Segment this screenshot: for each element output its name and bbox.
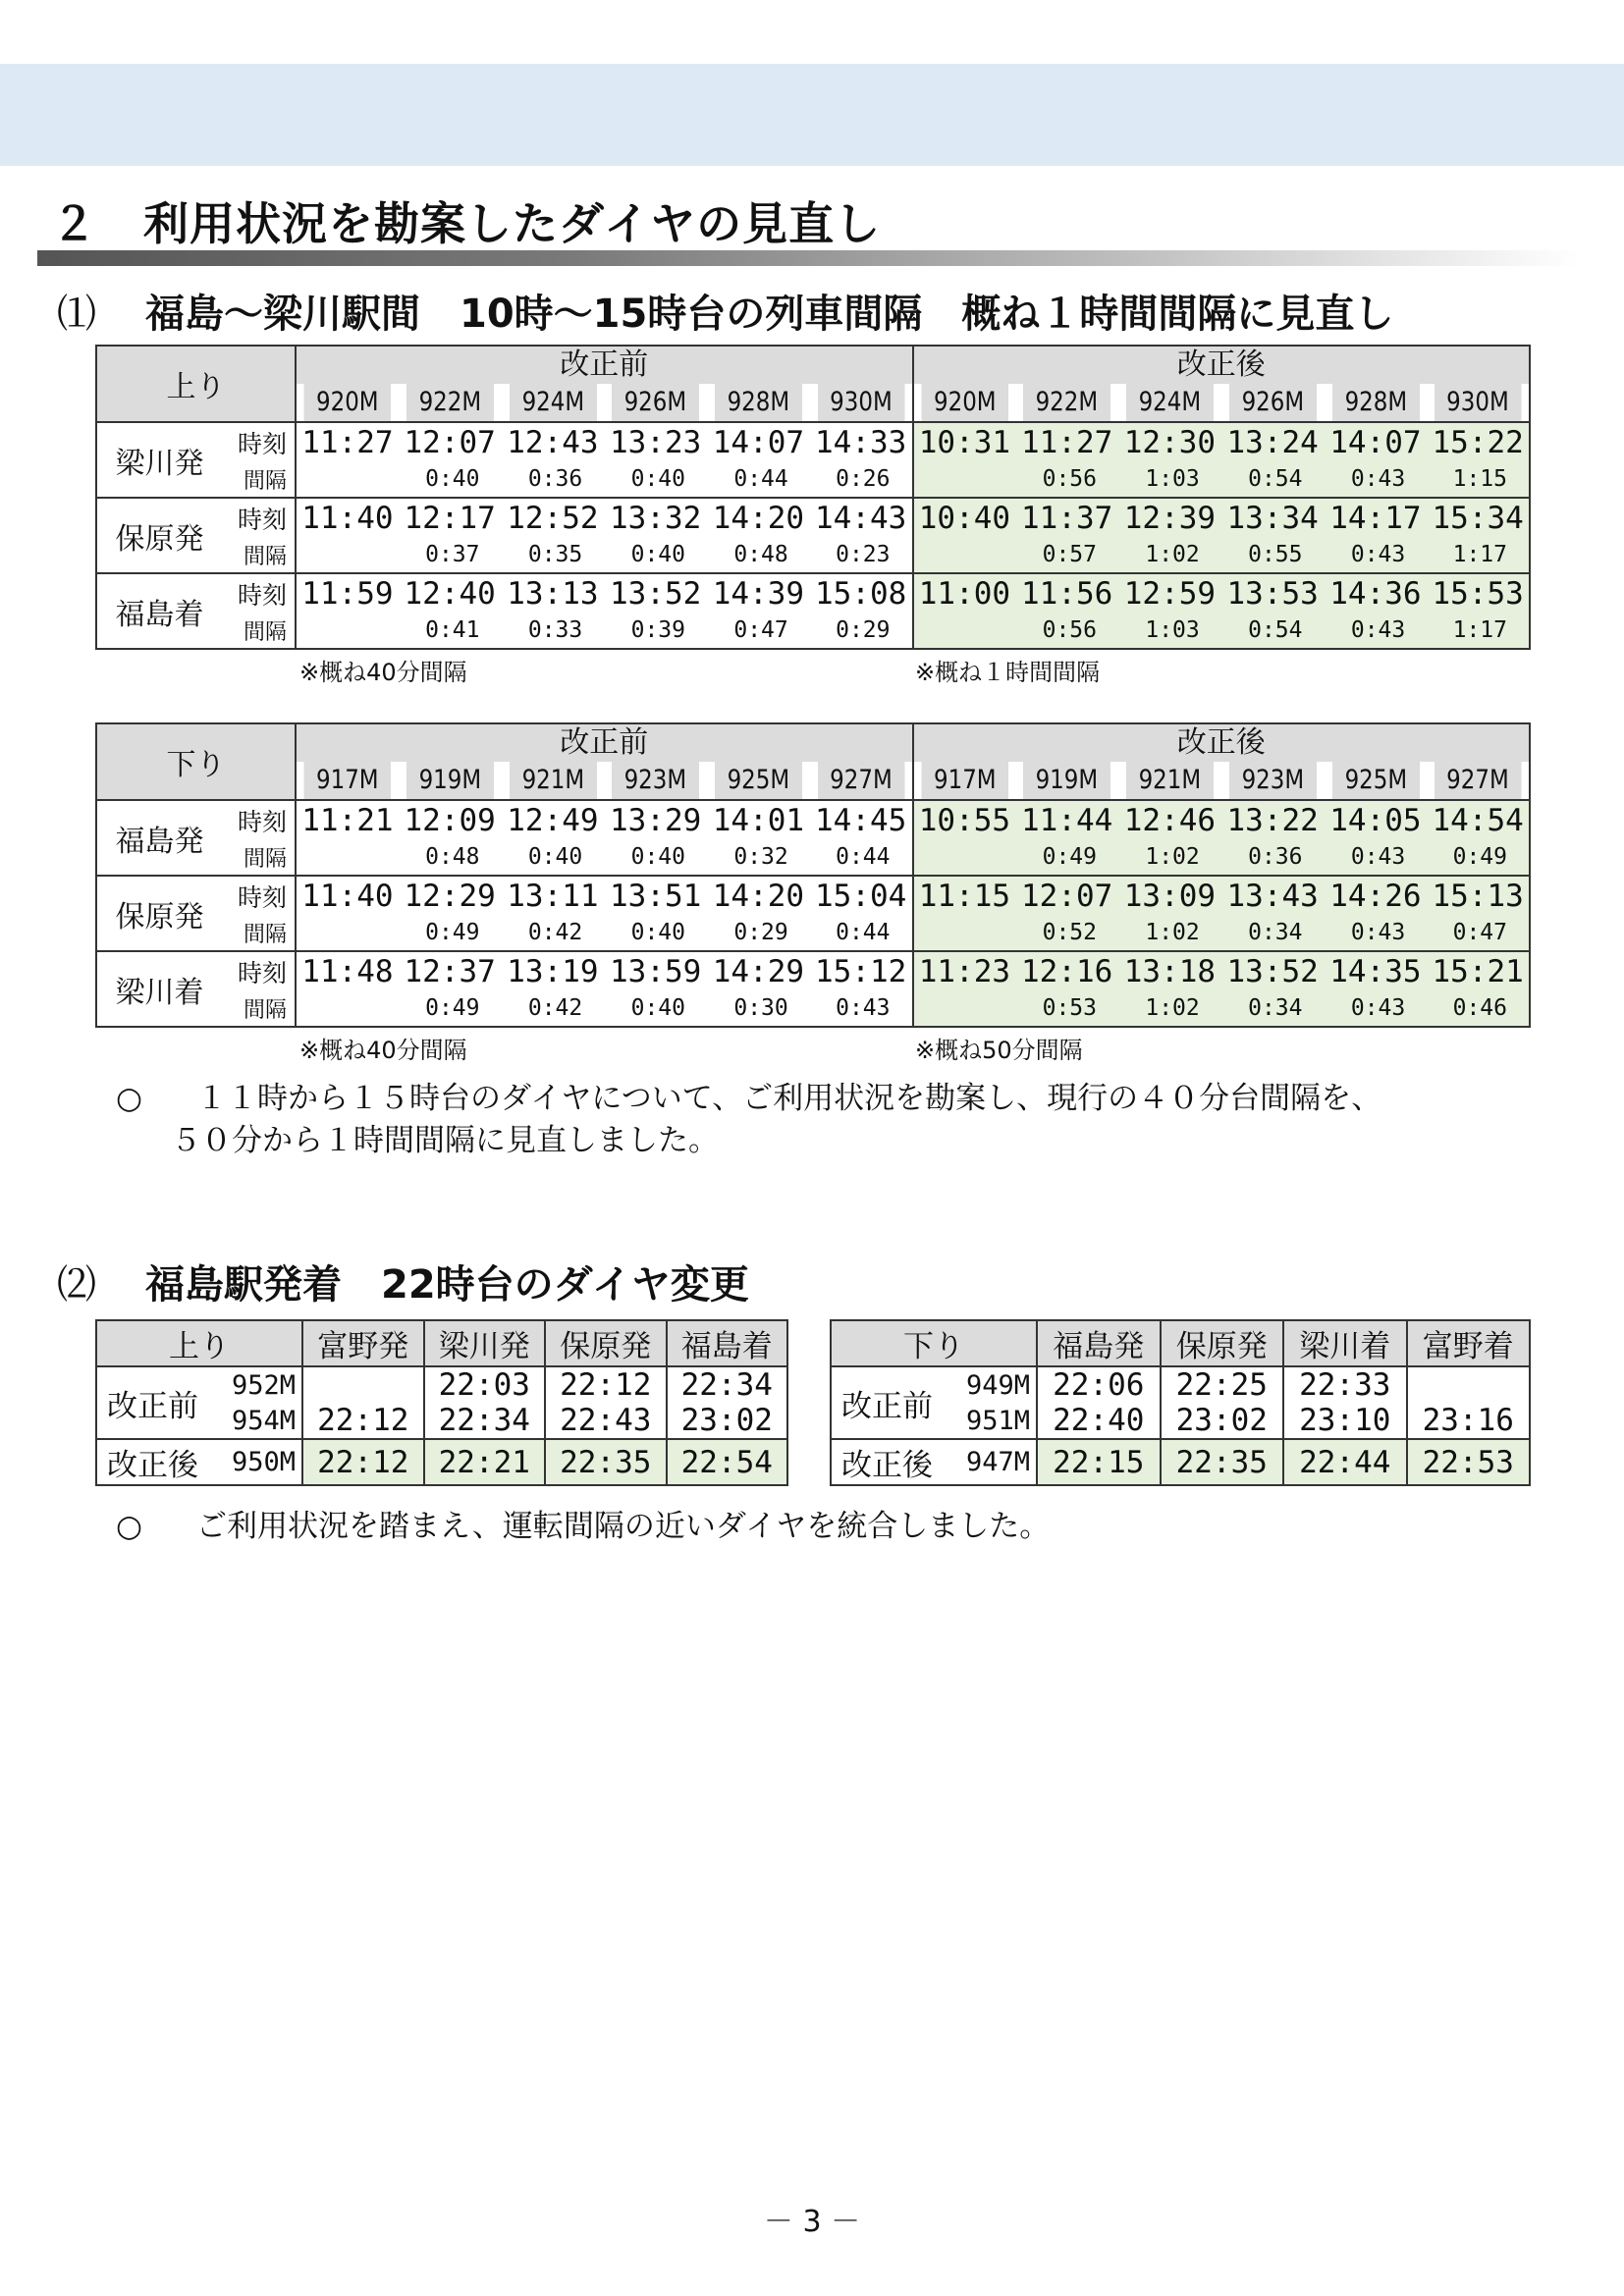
train-number-header: 930M (1435, 384, 1522, 422)
interval-cell: 0:49 (1427, 839, 1530, 876)
time-cell: 10:40 (913, 498, 1016, 537)
train-number-header: 925M (715, 762, 802, 800)
subsection-1-title (57, 283, 1393, 339)
time-cell: 14:05 (1325, 800, 1428, 839)
time-cell: 11:27 (296, 422, 399, 461)
time-cell: 15:08 (810, 573, 913, 613)
train-number-header: 919M (1023, 762, 1110, 800)
time-cell: 23:02 (667, 1403, 788, 1439)
time-cell: 22:35 (1161, 1439, 1284, 1485)
time-cell: 14:54 (1427, 800, 1530, 839)
time-cell: 13:24 (1221, 422, 1325, 461)
interval-cell: 0:57 (1015, 537, 1118, 573)
interval-cell: 0:43 (1325, 839, 1428, 876)
interval-cell: 0:44 (707, 461, 810, 498)
interval-cell: 0:43 (1325, 613, 1428, 649)
interval-cell: 0:49 (1015, 839, 1118, 876)
time-cell: 22:43 (545, 1403, 667, 1439)
station-label: 保原発 (96, 498, 222, 573)
station-label: 保原発 (96, 876, 222, 951)
time-cell: 14:07 (707, 422, 810, 461)
time-cell: 12:40 (399, 573, 502, 613)
interval-cell: 0:30 (707, 990, 810, 1027)
train-number-header: 917M (920, 762, 1007, 800)
train-number: 952M (206, 1366, 302, 1403)
interval-cell (296, 537, 399, 573)
interval-cell: 1:17 (1427, 613, 1530, 649)
interval-cell: 0:46 (1427, 990, 1530, 1027)
train-number-header: 926M (612, 384, 699, 422)
time-cell: 14:26 (1325, 876, 1428, 915)
interval-cell (913, 839, 1016, 876)
time-cell: 13:19 (502, 951, 605, 990)
interval-cell (296, 461, 399, 498)
time-cell: 22:12 (302, 1439, 424, 1485)
interval-cell: 0:32 (707, 839, 810, 876)
interval-cell: 1:15 (1427, 461, 1530, 498)
time-cell: 15:34 (1427, 498, 1530, 537)
time-cell: 22:03 (424, 1366, 546, 1403)
time-cell: 14:33 (810, 422, 913, 461)
interval-cell: 0:48 (707, 537, 810, 573)
time-cell: 15:53 (1427, 573, 1530, 613)
time-cell: 15:13 (1427, 876, 1530, 915)
late-timetable-up (95, 1319, 788, 1486)
interval-cell: 1:02 (1118, 537, 1221, 573)
train-number-header: 922M (406, 384, 494, 422)
interval-cell (913, 990, 1016, 1027)
train-number-header: 921M (509, 762, 596, 800)
interval-cell: 1:03 (1118, 461, 1221, 498)
station-header: 富野着 (1407, 1320, 1531, 1366)
interval-cell: 0:43 (810, 990, 913, 1027)
direction-label: 下り (96, 723, 296, 800)
train-number-header: 922M (1023, 384, 1110, 422)
interval-cell: 0:53 (1015, 990, 1118, 1027)
interval-cell: 0:43 (1325, 537, 1428, 573)
interval-cell: 0:42 (502, 915, 605, 951)
interval-cell: 0:54 (1221, 461, 1325, 498)
interval-cell: 0:41 (399, 613, 502, 649)
interval-cell: 0:52 (1015, 915, 1118, 951)
interval-cell: 0:29 (707, 915, 810, 951)
interval-cell: 0:54 (1221, 613, 1325, 649)
interval-cell: 0:40 (604, 461, 707, 498)
note-up-before: ※概ね40分間隔 (299, 659, 467, 686)
paragraph-2 (116, 1506, 1050, 1548)
time-cell: 12:52 (502, 498, 605, 537)
train-number-header: 924M (509, 384, 596, 422)
interval-cell: 0:36 (502, 461, 605, 498)
time-cell: 12:59 (1118, 573, 1221, 613)
interval-cell: 0:40 (502, 839, 605, 876)
train-number: 949M (941, 1366, 1037, 1403)
train-number-header: 925M (1331, 762, 1419, 800)
interval-row-label: 間隔 (222, 613, 296, 649)
time-cell: 11:40 (296, 876, 399, 915)
time-cell: 11:37 (1015, 498, 1118, 537)
time-cell: 14:20 (707, 498, 810, 537)
time-cell: 15:21 (1427, 951, 1530, 990)
time-cell: 13:11 (502, 876, 605, 915)
interval-cell: 0:39 (604, 613, 707, 649)
time-cell: 14:01 (707, 800, 810, 839)
interval-cell: 0:34 (1221, 915, 1325, 951)
group-before-header: 改正前 (296, 346, 913, 384)
interval-cell: 0:40 (604, 990, 707, 1027)
interval-cell: 0:49 (399, 915, 502, 951)
station-header: 保原発 (1161, 1320, 1284, 1366)
time-cell: 12:29 (399, 876, 502, 915)
before-label: 改正前 (96, 1366, 206, 1439)
group-after-header: 改正後 (913, 723, 1531, 762)
interval-cell: 0:47 (1427, 915, 1530, 951)
time-cell: 22:53 (1407, 1439, 1531, 1485)
direction-label: 下り (831, 1320, 1037, 1366)
interval-cell (296, 990, 399, 1027)
time-cell: 22:34 (424, 1403, 546, 1439)
time-cell: 13:23 (604, 422, 707, 461)
station-header: 富野発 (302, 1320, 424, 1366)
time-cell: 11:23 (913, 951, 1016, 990)
time-row-label: 時刻 (222, 876, 296, 915)
station-label: 福島着 (96, 573, 222, 649)
subsection-2-text: 福島駅発着 22時台のダイヤ変更 (145, 1262, 749, 1308)
before-label: 改正前 (831, 1366, 941, 1439)
interval-cell: 0:44 (810, 839, 913, 876)
interval-cell: 0:47 (707, 613, 810, 649)
interval-cell: 0:26 (810, 461, 913, 498)
time-row-label: 時刻 (222, 573, 296, 613)
interval-cell: 0:43 (1325, 461, 1428, 498)
time-cell (302, 1366, 424, 1403)
interval-cell (913, 461, 1016, 498)
time-cell: 12:46 (1118, 800, 1221, 839)
direction-label: 上り (96, 1320, 302, 1366)
time-cell: 13:22 (1221, 800, 1325, 839)
interval-cell: 1:02 (1118, 915, 1221, 951)
train-number-header: 927M (818, 762, 905, 800)
time-cell: 11:44 (1015, 800, 1118, 839)
time-cell: 14:39 (707, 573, 810, 613)
interval-cell: 0:44 (810, 915, 913, 951)
time-cell: 22:12 (302, 1403, 424, 1439)
interval-cell (913, 915, 1016, 951)
interval-cell: 0:35 (502, 537, 605, 573)
time-cell: 22:25 (1161, 1366, 1284, 1403)
group-after-header: 改正後 (913, 346, 1531, 384)
train-number-header: 921M (1126, 762, 1214, 800)
interval-cell: 0:36 (1221, 839, 1325, 876)
time-cell: 13:32 (604, 498, 707, 537)
interval-cell: 0:34 (1221, 990, 1325, 1027)
train-number-header: 923M (612, 762, 699, 800)
train-number-header: 920M (303, 384, 391, 422)
time-cell: 12:30 (1118, 422, 1221, 461)
time-cell: 22:40 (1037, 1403, 1161, 1439)
paragraph-2-text: ご利用状況を踏まえ、運転間隔の近いダイヤを統合しました。 (196, 1509, 1051, 1544)
train-number-header: 926M (1229, 384, 1317, 422)
note-down-after: ※概ね50分間隔 (915, 1037, 1083, 1064)
time-cell: 13:09 (1118, 876, 1221, 915)
station-header: 梁川着 (1283, 1320, 1407, 1366)
interval-cell: 0:42 (502, 990, 605, 1027)
time-cell: 13:29 (604, 800, 707, 839)
paragraph-1-line-1: １１時から１５時台のダイヤについて、ご利用状況を勘案し、現行の４０分台間隔を、 (196, 1081, 1382, 1116)
time-cell: 11:27 (1015, 422, 1118, 461)
train-number: 950M (206, 1439, 302, 1485)
time-cell: 12:09 (399, 800, 502, 839)
time-cell: 13:13 (502, 573, 605, 613)
time-cell: 23:02 (1161, 1403, 1284, 1439)
interval-row-label: 間隔 (222, 915, 296, 951)
time-cell: 14:20 (707, 876, 810, 915)
interval-cell: 1:02 (1118, 839, 1221, 876)
late-timetable-down (830, 1319, 1531, 1486)
station-header: 梁川発 (424, 1320, 546, 1366)
time-cell: 13:53 (1221, 573, 1325, 613)
time-cell: 12:16 (1015, 951, 1118, 990)
section-title-rule (37, 250, 1579, 266)
time-cell: 14:07 (1325, 422, 1428, 461)
train-number: 947M (941, 1439, 1037, 1485)
time-cell: 14:29 (707, 951, 810, 990)
subsection-2-number: ⑵ (57, 1262, 96, 1308)
interval-cell: 0:56 (1015, 613, 1118, 649)
train-number-header: 920M (920, 384, 1007, 422)
interval-cell (913, 613, 1016, 649)
time-cell: 22:15 (1037, 1439, 1161, 1485)
group-before-header: 改正前 (296, 723, 913, 762)
direction-label: 上り (96, 346, 296, 422)
time-cell: 11:56 (1015, 573, 1118, 613)
interval-cell: 0:40 (604, 839, 707, 876)
time-cell: 12:17 (399, 498, 502, 537)
interval-cell: 0:43 (1325, 990, 1428, 1027)
time-row-label: 時刻 (222, 422, 296, 461)
time-cell: 11:59 (296, 573, 399, 613)
interval-cell: 0:33 (502, 613, 605, 649)
train-number-header: 924M (1126, 384, 1214, 422)
train-number: 951M (941, 1403, 1037, 1439)
time-cell: 22:34 (667, 1366, 788, 1403)
interval-cell: 1:02 (1118, 990, 1221, 1027)
time-row-label: 時刻 (222, 951, 296, 990)
subsection-2-title (57, 1254, 749, 1309)
time-cell: 14:17 (1325, 498, 1428, 537)
time-cell: 13:18 (1118, 951, 1221, 990)
header-band (0, 64, 1624, 166)
time-cell: 13:51 (604, 876, 707, 915)
station-header: 福島発 (1037, 1320, 1161, 1366)
page-number: － 3 － (763, 2205, 861, 2239)
interval-cell: 0:55 (1221, 537, 1325, 573)
time-cell: 12:37 (399, 951, 502, 990)
time-cell: 11:15 (913, 876, 1016, 915)
interval-cell (296, 613, 399, 649)
time-cell: 12:07 (399, 422, 502, 461)
bullet-circle: ○ (116, 1509, 143, 1544)
time-cell: 22:12 (545, 1366, 667, 1403)
time-cell: 12:07 (1015, 876, 1118, 915)
interval-cell: 0:29 (810, 613, 913, 649)
time-cell: 12:49 (502, 800, 605, 839)
interval-cell: 0:40 (604, 537, 707, 573)
station-label: 梁川発 (96, 422, 222, 498)
subsection-1-text: 福島～梁川駅間 10時～15時台の列車間隔 概ね１時間間隔に見直し (145, 292, 1394, 337)
time-cell: 12:43 (502, 422, 605, 461)
interval-row-label: 間隔 (222, 990, 296, 1027)
train-number-header: 928M (715, 384, 802, 422)
train-number-header: 923M (1229, 762, 1317, 800)
timetable-down (95, 722, 1531, 1028)
time-cell: 14:35 (1325, 951, 1428, 990)
time-cell: 13:59 (604, 951, 707, 990)
note-down-before: ※概ね40分間隔 (299, 1037, 467, 1064)
time-row-label: 時刻 (222, 800, 296, 839)
interval-cell: 0:48 (399, 839, 502, 876)
time-cell: 12:39 (1118, 498, 1221, 537)
station-header: 福島着 (667, 1320, 788, 1366)
time-cell: 22:35 (545, 1439, 667, 1485)
interval-cell: 1:17 (1427, 537, 1530, 573)
timetable-up (95, 345, 1531, 650)
station-label: 梁川着 (96, 951, 222, 1027)
time-cell: 13:52 (1221, 951, 1325, 990)
interval-cell: 0:40 (399, 461, 502, 498)
interval-row-label: 間隔 (222, 537, 296, 573)
time-cell: 23:16 (1407, 1403, 1531, 1439)
paragraph-1 (116, 1078, 1381, 1162)
after-label: 改正後 (96, 1439, 206, 1485)
subsection-1-number: ⑴ (57, 292, 96, 337)
time-cell: 11:21 (296, 800, 399, 839)
time-cell: 15:12 (810, 951, 913, 990)
interval-cell (296, 915, 399, 951)
interval-row-label: 間隔 (222, 839, 296, 876)
time-cell: 11:00 (913, 573, 1016, 613)
station-label: 福島発 (96, 800, 222, 876)
time-cell: 15:22 (1427, 422, 1530, 461)
note-up-after: ※概ね１時間間隔 (915, 659, 1101, 686)
interval-cell: 0:49 (399, 990, 502, 1027)
time-cell: 13:43 (1221, 876, 1325, 915)
time-cell: 11:48 (296, 951, 399, 990)
interval-cell (296, 839, 399, 876)
train-number-header: 917M (303, 762, 391, 800)
time-row-label: 時刻 (222, 498, 296, 537)
time-cell: 22:33 (1283, 1366, 1407, 1403)
time-cell: 15:04 (810, 876, 913, 915)
interval-row-label: 間隔 (222, 461, 296, 498)
time-cell: 11:40 (296, 498, 399, 537)
time-cell: 13:52 (604, 573, 707, 613)
train-number-header: 919M (406, 762, 494, 800)
time-cell: 22:21 (424, 1439, 546, 1485)
time-cell: 10:31 (913, 422, 1016, 461)
interval-cell: 1:03 (1118, 613, 1221, 649)
time-cell: 14:36 (1325, 573, 1428, 613)
station-header: 保原発 (545, 1320, 667, 1366)
train-number: 954M (206, 1403, 302, 1439)
time-cell: 14:43 (810, 498, 913, 537)
train-number-header: 930M (818, 384, 905, 422)
interval-cell: 0:40 (604, 915, 707, 951)
time-cell: 14:45 (810, 800, 913, 839)
time-cell: 22:06 (1037, 1366, 1161, 1403)
time-cell: 22:44 (1283, 1439, 1407, 1485)
after-label: 改正後 (831, 1439, 941, 1485)
time-cell: 10:55 (913, 800, 1016, 839)
interval-cell: 0:56 (1015, 461, 1118, 498)
train-number-header: 927M (1435, 762, 1522, 800)
paragraph-1-line-2: ５０分から１時間間隔に見直しました。 (171, 1123, 719, 1158)
interval-cell: 0:23 (810, 537, 913, 573)
time-cell: 23:10 (1283, 1403, 1407, 1439)
interval-cell: 0:37 (399, 537, 502, 573)
bullet-circle: ○ (116, 1081, 143, 1116)
section-title: ２ 利用状況を勘案したダイヤの見直し (51, 197, 882, 250)
train-number-header: 928M (1331, 384, 1419, 422)
time-cell (1407, 1366, 1531, 1403)
time-cell: 22:54 (667, 1439, 788, 1485)
time-cell: 13:34 (1221, 498, 1325, 537)
interval-cell (913, 537, 1016, 573)
interval-cell: 0:43 (1325, 915, 1428, 951)
